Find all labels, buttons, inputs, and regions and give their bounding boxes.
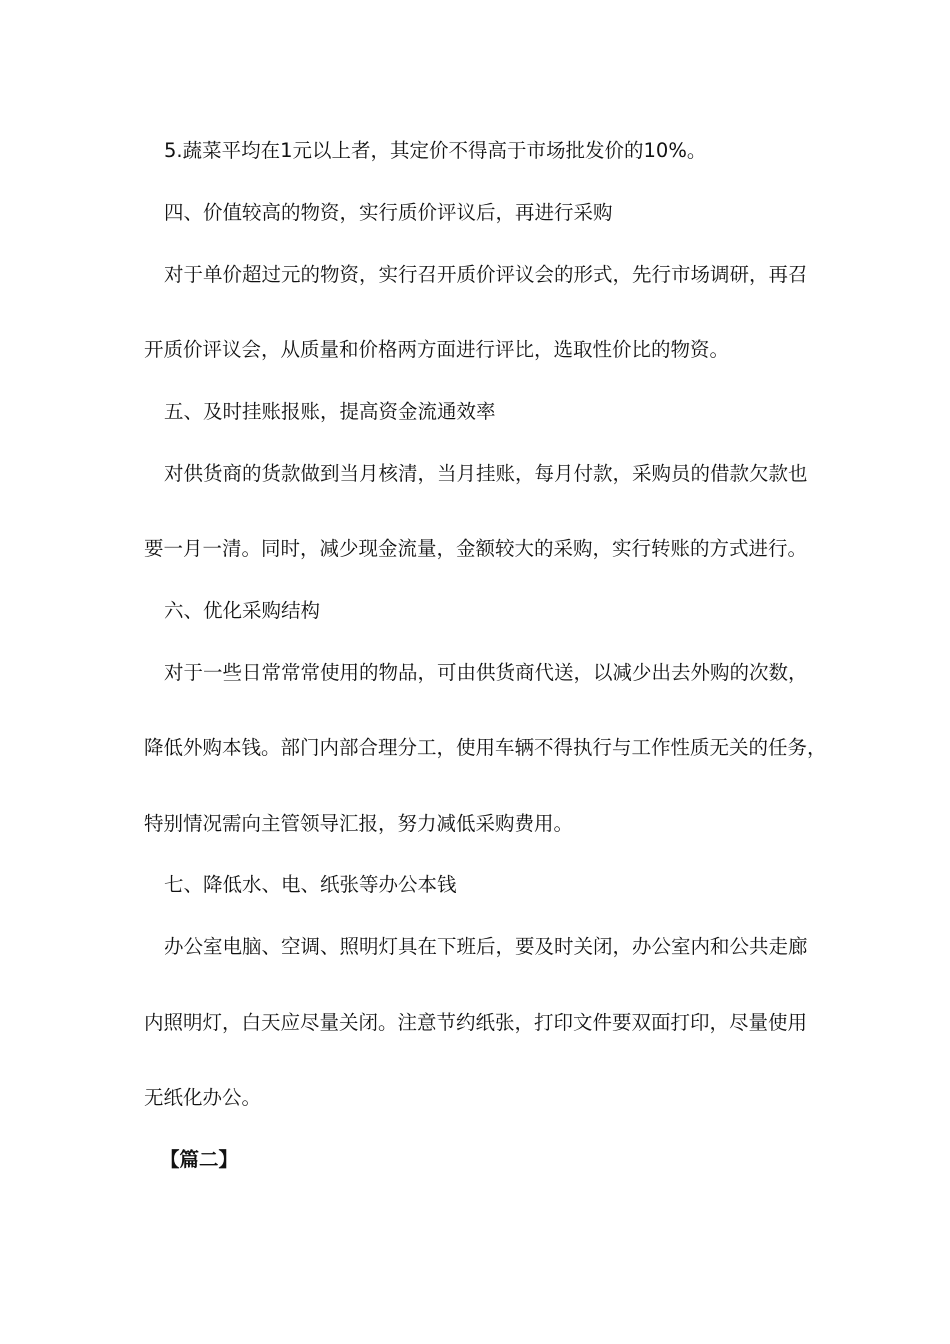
section-heading-6: 六、优化采购结构 xyxy=(164,599,321,622)
part-two-heading: 【篇二】 xyxy=(160,1148,239,1171)
paragraph-line: 对供货商的货款做到当月核清，当月挂账，每月付款，采购员的借款欠款也 xyxy=(164,462,808,485)
paragraph-line: 降低外购本钱。部门内部合理分工，使用车辆不得执行与工作性质无关的任务， xyxy=(144,736,827,759)
section-heading-5: 五、及时挂账报账，提高资金流通效率 xyxy=(164,400,496,423)
paragraph-line: 办公室电脑、空调、照明灯具在下班后，要及时关闭，办公室内和公共走廊 xyxy=(164,935,808,958)
paragraph-line: 特别情况需向主管领导汇报，努力减低采购费用。 xyxy=(144,812,574,835)
paragraph-line-item-5: 5.蔬菜平均在1元以上者，其定价不得高于市场批发价的10%。 xyxy=(164,139,707,162)
paragraph-line: 内照明灯，白天应尽量关闭。注意节约纸张，打印文件要双面打印，尽量使用 xyxy=(144,1011,808,1034)
paragraph-line: 对于一些日常常常使用的物品，可由供货商代送，以减少出去外购的次数， xyxy=(164,661,808,684)
section-heading-7: 七、降低水、电、纸张等办公本钱 xyxy=(164,873,457,896)
paragraph-line: 对于单价超过元的物资，实行召开质价评议会的形式，先行市场调研，再召 xyxy=(164,263,808,286)
paragraph-line: 无纸化办公。 xyxy=(144,1086,262,1109)
paragraph-line: 要一月一清。同时，减少现金流量，金额较大的采购，实行转账的方式进行。 xyxy=(144,537,808,560)
section-heading-4: 四、价值较高的物资，实行质价评议后，再进行采购 xyxy=(164,201,613,224)
paragraph-line: 开质价评议会，从质量和价格两方面进行评比，选取性价比的物资。 xyxy=(144,338,730,361)
